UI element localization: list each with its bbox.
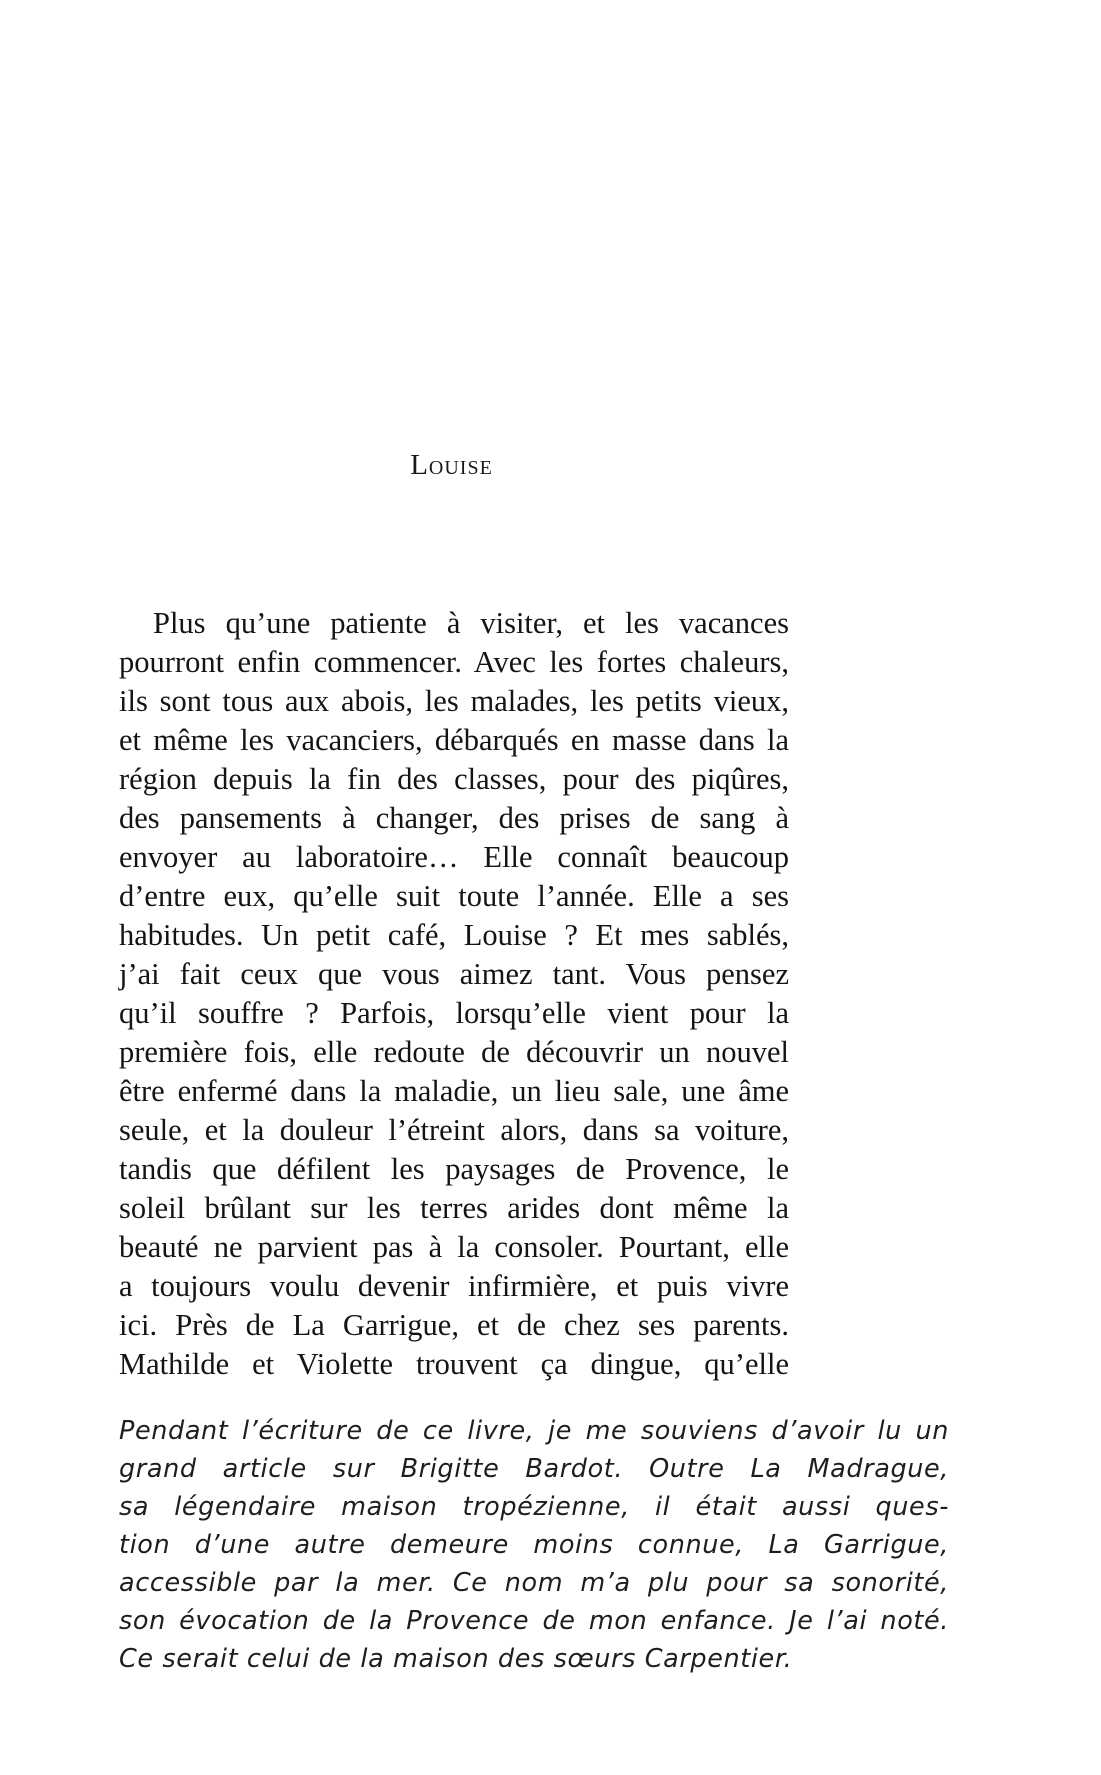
paragraph-line: d’entre eux, qu’elle suit toute l’année. Elle a ses (119, 879, 789, 913)
note-line: tion d’une autre demeure moins connue, La Garrigue, (119, 1530, 949, 1560)
paragraph-line: habitudes. Un petit café, Louise ? Et mes sablés, (119, 918, 789, 952)
paragraph-line: qu’il souffre ? Parfois, lorsqu’elle vient pour la (119, 996, 789, 1030)
paragraph-line: ici. Près de La Garrigue, et de chez ses parents. (119, 1308, 789, 1342)
paragraph-line: a toujours voulu devenir infirmière, et puis vivre (119, 1269, 789, 1303)
paragraph-line: première fois, elle redoute de découvrir un nouvel (119, 1035, 789, 1069)
paragraph-line: beauté ne parvient pas à la consoler. Pourtant, elle (119, 1230, 789, 1264)
note-line: son évocation de la Provence de mon enfance. Je l’ai noté. (119, 1606, 949, 1636)
paragraph-line: région depuis la fin des classes, pour des piqûres, (119, 762, 789, 796)
note-line: Pendant l’écriture de ce livre, je me souviens d’avoir lu un (119, 1416, 949, 1446)
chapter-title: Louise (410, 449, 493, 481)
paragraph-line: tandis que défilent les paysages de Provence, le (119, 1152, 789, 1186)
paragraph-line: ils sont tous aux abois, les malades, les petits vieux, (119, 684, 789, 718)
paragraph-line: seule, et la douleur l’étreint alors, dans sa voiture, (119, 1113, 789, 1147)
note-line: Ce serait celui de la maison des sœurs Carpentier. (119, 1644, 793, 1674)
note-line: sa légendaire maison tropézienne, il était aussi ques- (119, 1492, 949, 1522)
note-line: accessible par la mer. Ce nom m’a plu pour sa sonorité, (119, 1568, 949, 1598)
body-paragraph (119, 604, 789, 1384)
note-line: grand article sur Brigitte Bardot. Outre La Madrague, (119, 1454, 949, 1484)
paragraph-line: j’ai fait ceux que vous aimez tant. Vous pensez (119, 957, 789, 991)
paragraph-line: Plus qu’une patiente à visiter, et les vacances (153, 606, 789, 640)
paragraph-line: être enfermé dans la maladie, un lieu sale, une âme (119, 1074, 789, 1108)
paragraph-line: envoyer au laboratoire… Elle connaît beaucoup (119, 840, 789, 874)
author-handwritten-note (119, 1412, 949, 1678)
paragraph-line: soleil brûlant sur les terres arides dont même la (119, 1191, 789, 1225)
paragraph-line: Mathilde et Violette trouvent ça dingue, qu’elle (119, 1347, 789, 1381)
paragraph-line: des pansements à changer, des prises de sang à (119, 801, 789, 835)
paragraph-line: et même les vacanciers, débarqués en masse dans la (119, 723, 789, 757)
paragraph-line: pourront enfin commencer. Avec les fortes chaleurs, (119, 645, 789, 679)
